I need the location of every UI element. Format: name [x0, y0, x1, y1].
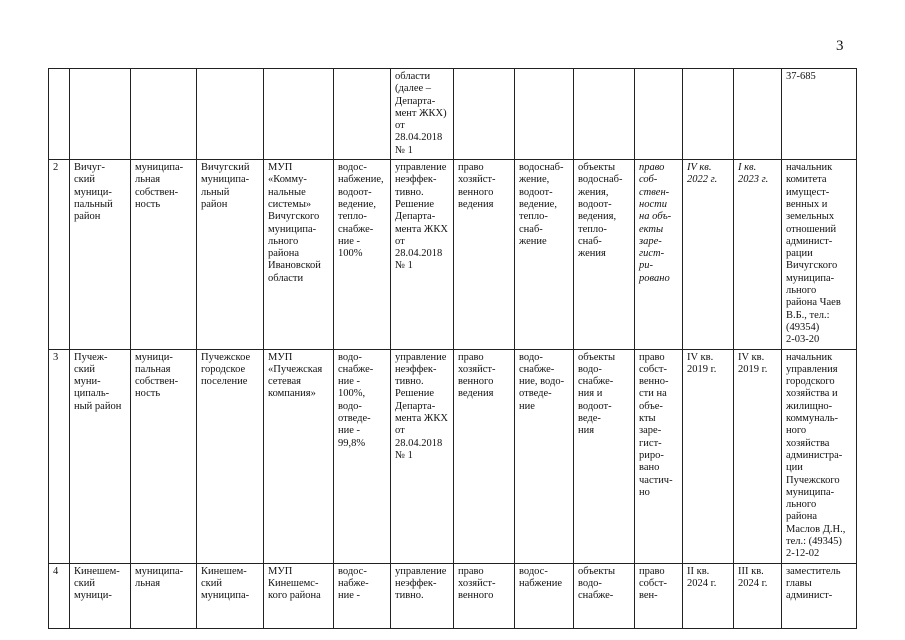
cell-start: IV кв. 2022 г.: [683, 160, 734, 349]
cell-reason: управление неэффек- тивно. Решение Департа- мента ЖКХ от 28.04.2018 № 1: [391, 160, 454, 349]
cell-right: право хозяйст- венного ведения: [454, 160, 515, 349]
cell-num: [49, 69, 70, 160]
cell-num: 3: [49, 349, 70, 563]
cell-service: водос- набже- ние -: [334, 563, 391, 628]
cell-end: [734, 69, 782, 160]
cell-start: II кв. 2024 г.: [683, 563, 734, 628]
cell-operator: МУП «Комму- нальные системы» Вичугского муниципа- льного района Ивановской области: [264, 160, 334, 349]
table-row: [49, 160, 857, 349]
cell-service: водос- набжение, водоот- ведение, тепло- снабже- ние - 100%: [334, 160, 391, 349]
cell-num: 2: [49, 160, 70, 349]
registry-table: [48, 68, 857, 629]
cell-right: [454, 69, 515, 160]
cell-sphere: водоснаб- жение, водоот- ведение, тепло- снаб- жение: [515, 160, 574, 349]
cell-right: право хозяйст- венного ведения: [454, 349, 515, 563]
cell-right: право хозяйст- венного: [454, 563, 515, 628]
cell-district: Вичуг- ский муници- пальный район: [70, 160, 131, 349]
cell-registration: право соб- ствен- ности на объ- екты заре- гист- ри- ровано: [635, 160, 683, 349]
cell-reason: области (далее – Департа- мент ЖКХ) от 28.04.2018 № 1: [391, 69, 454, 160]
cell-ownership: муниципа- льная: [131, 563, 197, 628]
cell-objects: [574, 69, 635, 160]
cell-responsible: начальник управления городского хозяйства и жилищно- коммуналь- ного хозяйства администра- ции Пучежского муниципа- льного района Маслов Д.Н., тел.: (49345) 2-12-02: [782, 349, 857, 563]
page-number: 3: [836, 38, 844, 54]
cell-num: 4: [49, 563, 70, 628]
cell-owner: Пучежское городское поселение: [197, 349, 264, 563]
cell-sphere: водо- снабже- ние, водо- отведе- ние: [515, 349, 574, 563]
cell-operator: [264, 69, 334, 160]
cell-registration: [635, 69, 683, 160]
cell-operator: МУП Кинешемс- кого района: [264, 563, 334, 628]
cell-district: Пучеж- ский муни- ципаль- ный район: [70, 349, 131, 563]
cell-owner: [197, 69, 264, 160]
cell-responsible: заместитель главы админист-: [782, 563, 857, 628]
cell-end: III кв. 2024 г.: [734, 563, 782, 628]
cell-objects: объекты водоснаб- жения, водоот- ведения, тепло- снаб- жения: [574, 160, 635, 349]
cell-ownership: муници- пальная собствен- ность: [131, 349, 197, 563]
table-row: [49, 349, 857, 563]
cell-operator: МУП «Пучежская сетевая компания»: [264, 349, 334, 563]
cell-responsible: начальник комитета имущест- венных и земельных отношений админист- рации Вичугского муниципа- льного района Чаев В.Б., тел.: (49354) 2-03-20: [782, 160, 857, 349]
cell-sphere: [515, 69, 574, 160]
cell-start: IV кв. 2019 г.: [683, 349, 734, 563]
cell-ownership: [131, 69, 197, 160]
cell-objects: объекты водо- снабже- ния и водоот- веде- ния: [574, 349, 635, 563]
cell-district: [70, 69, 131, 160]
cell-end: IV кв. 2019 г.: [734, 349, 782, 563]
cell-service: [334, 69, 391, 160]
cell-end: I кв. 2023 г.: [734, 160, 782, 349]
cell-reason: управление неэффек- тивно. Решение Департа- мента ЖКХ от 28.04.2018 № 1: [391, 349, 454, 563]
cell-registration: право собст- венно- сти на объе- кты заре- гист- риро- вано частич- но: [635, 349, 683, 563]
cell-ownership: муниципа- льная собствен- ность: [131, 160, 197, 349]
cell-registration: право собст- вен-: [635, 563, 683, 628]
cell-sphere: водос- набжение: [515, 563, 574, 628]
cell-district: Кинешем- ский муници-: [70, 563, 131, 628]
cell-owner: Кинешем- ский муниципа-: [197, 563, 264, 628]
cell-reason: управление неэффек- тивно.: [391, 563, 454, 628]
cell-responsible: 37-685: [782, 69, 857, 160]
cell-service: водо- снабже- ние - 100%, водо- отведе- ние - 99,8%: [334, 349, 391, 563]
cell-start: [683, 69, 734, 160]
table-row: [49, 69, 857, 160]
cell-objects: объекты водо- снабже-: [574, 563, 635, 628]
cell-owner: Вичугский муниципа- льный район: [197, 160, 264, 349]
table-row: [49, 563, 857, 628]
